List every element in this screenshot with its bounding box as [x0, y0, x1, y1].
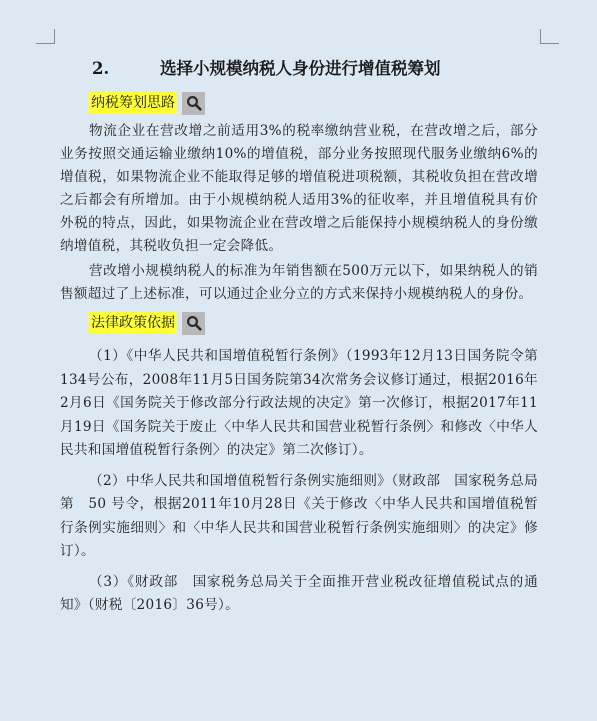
heading-number: 2.: [92, 59, 110, 78]
page-corner-mark-top-right: [540, 29, 559, 44]
magnifier-glyph: [186, 95, 202, 111]
page-corner-mark-top-left: [36, 29, 55, 44]
search-icon[interactable]: [182, 312, 205, 335]
label-legal-basis: [89, 310, 538, 336]
paragraph: 物流企业在营改增之前适用3%的税率缴纳营业税，在营改增之后，部分业务按照交通运输业缴纳10%的增值税，部分业务按照现代服务业缴纳6%的增值税，如果物流企业不能取得足够的增值税进项税额，其税收负担在营改增之后都会有所增加。由于小规模纳税人适用3%的征收率，并且增值税具有价外税的特点，因此，如果物流企业在营改增之后能保持小规模纳税人的身份缴纳增值税，其税收负担一定会降低。: [60, 123, 538, 254]
search-icon[interactable]: [182, 92, 205, 115]
heading-title: 选择小规模纳税人身份进行增值税筹划: [160, 59, 441, 78]
label-tax-planning-approach: [89, 90, 538, 116]
section-heading: [60, 55, 538, 87]
section2-body: [60, 345, 538, 618]
tax-planning-approach-label: 纳税筹划思路: [89, 92, 177, 114]
paragraph: 营改增小规模纳税人的标准为年销售额在500万元以下，如果纳税人的销售额超过了上述标准，可以通过企业分立的方式来保持小规模纳税人的身份。: [60, 263, 538, 302]
magnifier-glyph: [186, 315, 202, 331]
section1-body: [60, 120, 538, 306]
law-item: （3）《财政部 国家税务总局关于全面推开营业税改征增值税试点的通知》（财税〔2016〕36号）。: [60, 573, 538, 613]
legal-basis-label: 法律政策依据: [89, 312, 177, 334]
law-item: （2）中华人民共和国增值税暂行条例实施细则》（财政部 国家税务总局第 50 号令，根据2011年10月28日《关于修改〈中华人民共和国增值税暂行条例实施细则〉和〈中华人民共和国营业税暂行条例实施细则〉的决定》修订）。: [60, 472, 538, 559]
document-page: [60, 55, 538, 618]
law-item: （1）《中华人民共和国增值税暂行条例》（1993年12月13日国务院令第134号公布，2008年11月5日国务院第34次常务会议修订通过，根据2016年2月6日《国务院关于修改部分行政法规的决定》第一次修订，根据2017年11月19日《国务院关于废止〈中华人民共和国营业税暂行条例〉和修改〈中华人民共和国增值税暂行条例〉的决定》第二次修订）。: [60, 348, 538, 458]
